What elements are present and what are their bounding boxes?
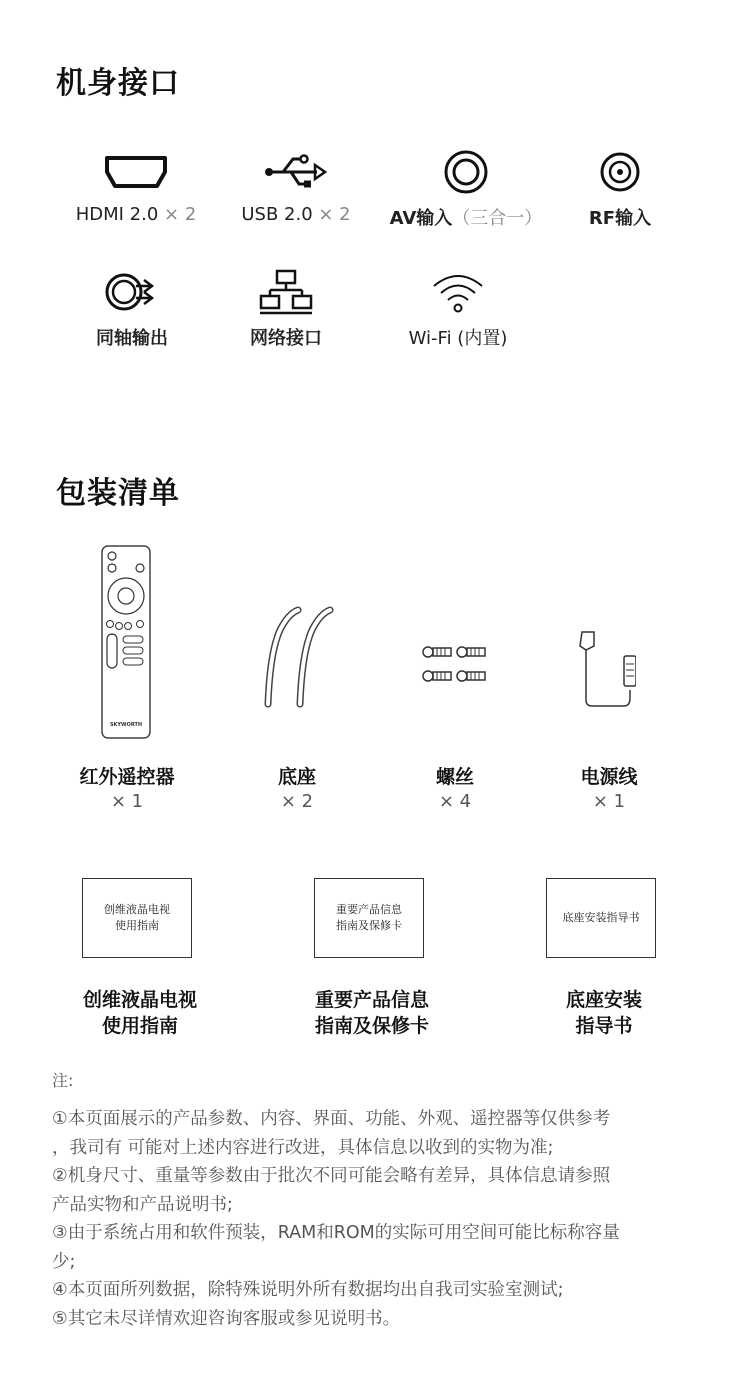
stand-qty: × 2 <box>280 791 314 812</box>
lan-label: 网络接口 <box>250 328 322 349</box>
manual-title-user-guide: 创维液晶电视 使用指南 <box>82 989 197 1037</box>
note-line: ④本页面所列数据，除特殊说明外所有数据均出自我司实验室测试; <box>52 1280 564 1300</box>
screws-image <box>418 638 492 692</box>
hdmi-icon <box>56 140 216 204</box>
manual-cover-stand-guide: 底座安装指导书 <box>546 878 656 958</box>
manual-title-stand-guide: 底座安装 指导书 <box>565 989 642 1037</box>
coax-output-icon <box>52 260 212 324</box>
usb-multiplier: × 2 <box>318 204 351 225</box>
interface-hdmi <box>56 140 216 225</box>
screws-name: 螺丝 <box>435 766 474 788</box>
stand-name: 底座 <box>277 766 316 788</box>
note-line: 产品实物和产品说明书; <box>52 1194 233 1215</box>
notes-heading: 注: <box>52 1071 74 1090</box>
wifi-icon <box>378 260 538 324</box>
interface-coax <box>52 260 212 350</box>
interface-rf <box>540 140 700 230</box>
power-name: 电源线 <box>580 766 638 788</box>
power-cord-image <box>572 626 636 714</box>
note-line: ，我司有 可能对上述内容进行改进，具体信息以收到的实物为准; <box>52 1137 554 1158</box>
stand-image <box>258 604 342 718</box>
remote-brand-logo: SKYWORTH <box>109 722 143 728</box>
package-item-remote <box>42 762 212 812</box>
interface-wifi <box>378 260 538 350</box>
note-line: ①本页面展示的产品参数、内容、界面、功能、外观、遥控器等仅供参考 <box>52 1109 611 1129</box>
manual-cover-warranty: 重要产品信息 指南及保修卡 <box>314 878 424 958</box>
package-item-screws <box>370 762 540 812</box>
manual-title-warranty: 重要产品信息 指南及保修卡 <box>314 989 429 1037</box>
notes-section <box>52 1068 702 1333</box>
remote-name: 红外遥控器 <box>79 766 175 788</box>
package-title: 包装清单 <box>56 476 180 511</box>
rf-label: RF输入 <box>588 208 652 229</box>
remote-control-image <box>100 544 152 744</box>
interfaces-title: 机身接口 <box>56 66 180 101</box>
screws-qty: × 4 <box>438 791 472 812</box>
manual-cover-user-guide: 创维液晶电视 使用指南 <box>82 878 192 958</box>
network-icon <box>206 260 366 324</box>
av-note: （三合一） <box>452 208 543 229</box>
av-label: AV输入 <box>389 208 453 229</box>
package-item-stand <box>212 762 382 812</box>
note-line: ②机身尺寸、重量等参数由于批次不同可能会略有差异，具体信息请参照 <box>52 1166 611 1186</box>
remote-qty: × 1 <box>110 791 144 812</box>
usb-label: USB 2.0 <box>241 204 313 225</box>
coax-label: 同轴输出 <box>96 328 168 349</box>
note-line: ⑤其它未尽详情欢迎咨询客服或参见说明书。 <box>52 1308 401 1329</box>
interface-lan <box>206 260 366 350</box>
interface-usb <box>216 140 376 225</box>
note-line: ③由于系统占用和软件预装，RAM和ROM的实际可用空间可能比标称容量 <box>52 1223 620 1243</box>
rf-port-icon <box>540 140 700 204</box>
package-item-power <box>524 762 694 812</box>
hdmi-multiplier: × 2 <box>164 204 197 225</box>
av-port-icon <box>386 140 546 204</box>
note-line: 少; <box>52 1251 76 1272</box>
interface-av <box>386 140 546 230</box>
power-qty: × 1 <box>592 791 626 812</box>
wifi-label: Wi-Fi (内置) <box>408 328 508 349</box>
usb-icon <box>216 140 376 204</box>
hdmi-label: HDMI 2.0 <box>75 204 159 225</box>
